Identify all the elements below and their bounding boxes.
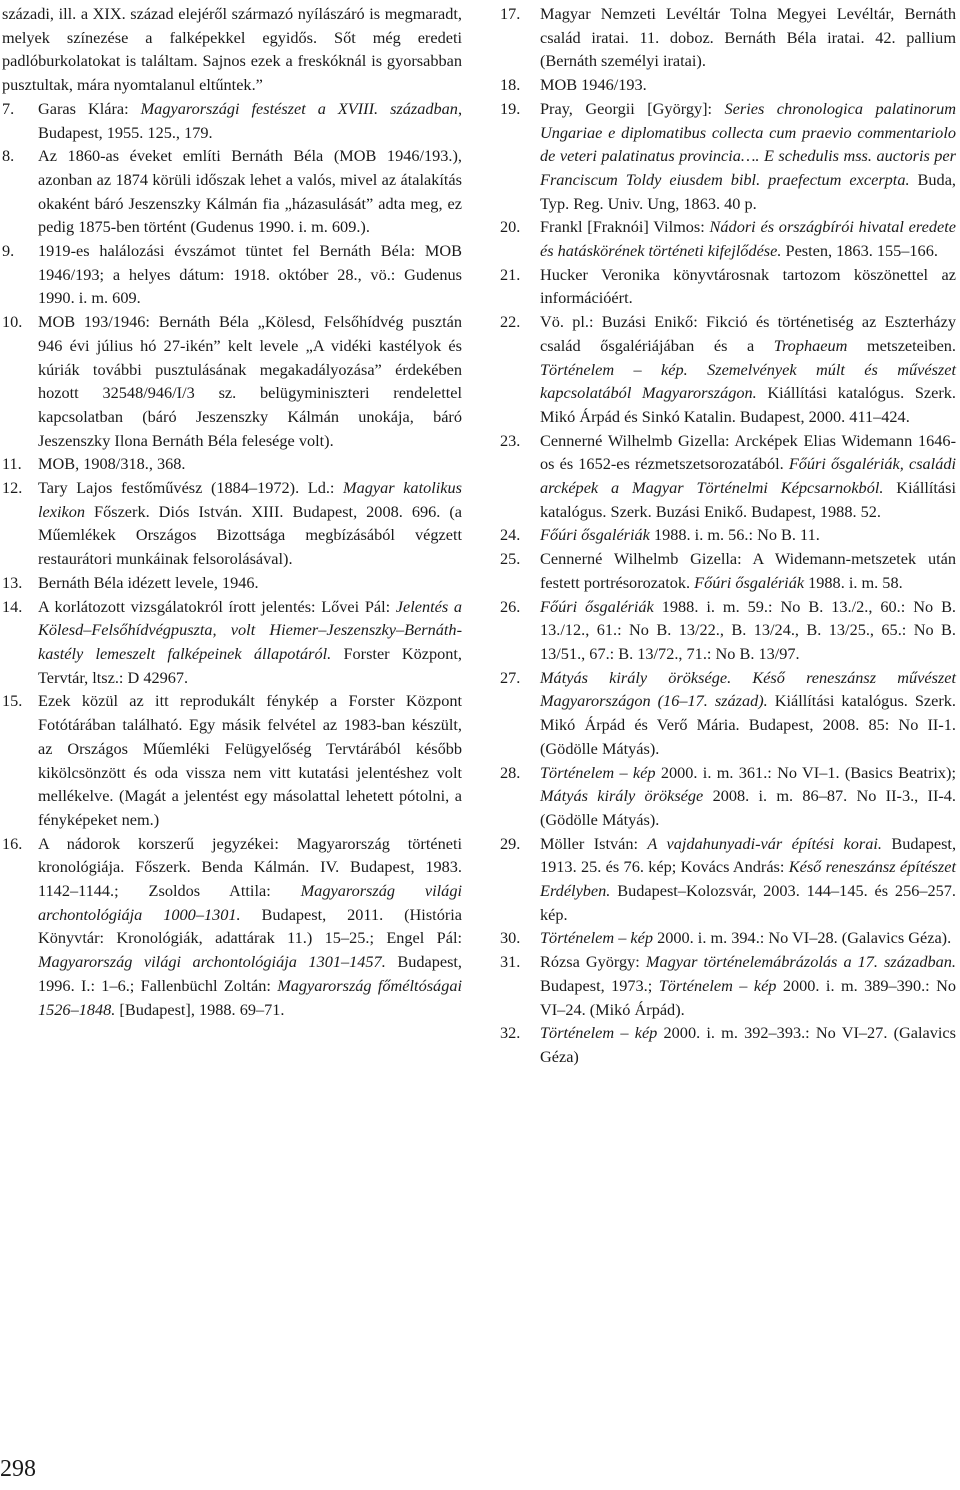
endnote-item	[500, 595, 956, 666]
endnote-text: Rózsa György: Magyar történelemábrázolás a 17. században. Budapest, 1973.; Történelem – kép 2000. i. m. 389–390.: No VI–24. (Mikó Árpád).	[540, 952, 957, 1019]
endnote-text: MOB 1946/193.	[540, 75, 647, 95]
continued-note-text: századi, ill. a XIX. század elejéről származó nyílászáró is megmaradt, melyek színezése a falképekkel egyidős. Sőt még eredeti padlóburkolatokat is találtam. Sajnos ezek a freskóknál is gyorsabban pusztultak, mára nyomtalanul eltűntek.”	[2, 4, 462, 95]
endnote-text: Történelem – kép 2000. i. m. 361.: No VI–1. (Basics Beatrix); Mátyás király öröksége 2008. i. m. 86–87. No II-3., II-4. (Gödölle Mátyás).	[540, 762, 956, 829]
endnotes-list-right	[500, 2, 956, 1069]
endnote-text: Főúri ősgalériák 1988. i. m. 59.: No B. 13./2., 60.: No B. 13./12., 61.: No B. 13/22., B. 13/24., B. 13/25., 65.: No B. 13/51., 67.: B. 13/72., 71.: No B. 13/97.	[540, 596, 957, 663]
left-column	[2, 2, 462, 1021]
endnote-number: 16.	[2, 833, 23, 853]
endnote-number: 12.	[2, 478, 23, 498]
endnote-text: Garas Klára: Magyarországi festészet a XVIII. században, Budapest, 1955. 125., 179.	[38, 98, 463, 142]
endnote-text: MOB, 1908/318., 368.	[38, 454, 186, 474]
endnote-item	[500, 832, 956, 927]
endnote-number: 17.	[500, 4, 521, 23]
endnote-text: Cennerné Wilhelmb Gizella: A Widemann-metszetek után festett portrésorozatok. Főúri ősgalériák 1988. i. m. 58.	[540, 549, 956, 592]
endnote-item	[500, 263, 956, 310]
endnote-item	[500, 950, 956, 1021]
endnote-text: Pray, Georgii [György]: Series chronologica palatinorum Ungariae e diplomatibus collecta cum praevio commentariolo de veteri palatinatus provincia…. E schedulis mss. auctoris per Franciscum Toldy eiusdem bibl. praefectum excerpta. Buda, Typ. Reg. Univ. Ung, 1863. 40 p.	[540, 98, 956, 213]
endnote-text: 1919-es halálozási évszámot tüntet fel Bernáth Béla: MOB 1946/193; a helyes dátum: 1918. október 28., vö.: Gudenus 1990. i. m. 609.	[38, 241, 462, 308]
endnote-number: 22.	[500, 312, 521, 332]
endnote-text: Főúri ősgalériák 1988. i. m. 56.: No B. 11.	[540, 525, 820, 545]
endnote-text: MOB 193/1946: Bernáth Béla „Kölesd, Felsőhídvég pusztán 946 évi július hó 27-ikén” kelt levele „A vidéki kastélyok és kúriák további pusztulásának megakadályozása” érdekében hozott 32548/946/I/3 sz. belügyminiszteri rendelettel kapcsolatban (báró Jeszenszky Kálmán unokája, báró Jeszenszky Ilona Bernáth Béla felesége volt).	[38, 312, 462, 450]
endnote-text: Vö. pl.: Buzási Enikő: Fikció és történetiség az Eszterházy család ősgalériájában és a Trophaeum metszeteiben. Történelem – kép. Szemelvények múlt és művészet kapcsolatából Magyarországon. Kiállítási katalógus. Szerk. Mikó Árpád és Sinkó Katalin. Budapest, 2000. 411–424.	[540, 312, 957, 426]
endnote-number: 7.	[2, 98, 15, 118]
endnote-item	[2, 310, 462, 452]
endnote-item	[500, 215, 956, 262]
endnote-number: 28.	[500, 762, 521, 782]
endnote-text: Frankl [Fraknói] Vilmos: Nádori és országbírói hivatal eredete és hatáskörének történeti kifejlődése. Pesten, 1863. 155–166.	[540, 217, 956, 261]
endnote-item	[500, 547, 956, 594]
endnote-number: 30.	[500, 928, 521, 948]
endnote-item	[2, 832, 462, 1022]
endnote-number: 14.	[2, 596, 23, 616]
endnote-item	[500, 761, 956, 832]
endnote-number: 24.	[500, 525, 521, 545]
endnote-number: 13.	[2, 572, 23, 592]
endnote-text: Ezek közül az itt reprodukált fénykép a Forster Központ Fotótárában található. Egy másik felvétel az 1983-ban készült, az Országos Műemléki Felügyelőség Tervtárából később kikölcsönzött és oda vissza nem vitt kutatási jelentéshez volt mellékelve. (Magát a jelentést egy másolattal lehetett pótolni, a fényképeket nem.)	[38, 691, 462, 829]
endnote-number: 10.	[2, 312, 23, 332]
endnote-item	[500, 97, 956, 216]
endnote-text: Bernáth Béla idézett levele, 1946.	[38, 572, 259, 592]
endnote-number: 27.	[500, 667, 521, 687]
endnote-number: 32.	[500, 1023, 521, 1043]
endnote-item	[500, 2, 956, 73]
endnote-number: 26.	[500, 596, 521, 616]
endnote-text: A korlátozott vizsgálatokról írott jelentés: Lővei Pál: Jelentés a Kölesd–Felsőhídvégpuszta, volt Hiemer–Jeszenszky–Bernáth-kastély lemeszelt falképeinek állapotáról. Forster Központ, Tervtár, ltsz.: D 42967.	[38, 596, 463, 687]
endnote-number: 31.	[500, 952, 521, 972]
endnote-number: 9.	[2, 241, 15, 261]
endnote-item	[2, 595, 462, 690]
endnote-text: Mátyás király öröksége. Késő reneszánsz művészet Magyarországon (16–17. század). Kiállítási katalógus. Szerk. Mikó Árpád és Verő Mária. Budapest, 2008. 85: No II-1. (Gödölle Mátyás).	[540, 667, 956, 758]
endnote-item	[500, 429, 956, 524]
endnote-number: 20.	[500, 217, 521, 237]
endnote-item	[2, 571, 462, 595]
endnote-text: Történelem – kép 2000. i. m. 394.: No VI–28. (Galavics Géza).	[540, 928, 952, 948]
endnote-number: 29.	[500, 833, 521, 853]
endnote-item	[500, 73, 956, 97]
endnote-number: 18.	[500, 75, 521, 95]
endnote-item	[2, 476, 462, 571]
endnote-item	[500, 1021, 956, 1068]
endnote-number: 19.	[500, 98, 521, 118]
endnote-number: 11.	[2, 454, 22, 474]
endnote-number: 25.	[500, 549, 521, 569]
endnote-number: 8.	[2, 146, 15, 166]
endnote-number: 21.	[500, 264, 521, 284]
endnote-item	[500, 523, 956, 547]
endnote-text: Tary Lajos festőművész (1884–1972). Ld.: Magyar katolikus lexikon Főszerk. Diós István. XIII. Budapest, 2008. 696. (a Műemlékek Országos Bizottsága megbízásából végzett restaurátori munkáinak felsorolásával).	[38, 478, 462, 569]
endnote-text: Cennerné Wilhelmb Gizella: Arcképek Elias Widemann 1646-os és 1652-es rézmetszetsorozatából. Főúri ősgalériák, családi arcképek a Magyar Történelmi Képcsarnokból. Kiállítási katalógus. Szerk. Buzási Enikő. Budapest, 1988. 52.	[540, 430, 957, 521]
endnote-text: Möller István: A vajdahunyadi-vár építési korai. Budapest, 1913. 25. és 76. kép; Kovács András: Késő reneszánsz építészet Erdélyben. Budapest–Kolozsvár, 2003. 144–145. és 256–257. kép.	[540, 833, 957, 924]
endnote-text: Hucker Veronika könyvtárosnak tartozom köszönettel az információért.	[540, 264, 956, 308]
endnote-item	[500, 310, 956, 429]
endnote-item	[500, 666, 956, 761]
page-number: 298	[0, 1456, 36, 1482]
endnote-item	[2, 689, 462, 831]
endnote-text: Történelem – kép 2000. i. m. 392–393.: No VI–27. (Galavics Géza)	[540, 1023, 956, 1066]
endnote-item	[500, 926, 956, 950]
endnote-item	[2, 452, 462, 476]
endnote-number: 23.	[500, 430, 521, 450]
endnote-item	[2, 97, 462, 144]
endnotes-list-left	[2, 97, 462, 1021]
endnote-item	[2, 144, 462, 239]
endnote-text: A nádorok korszerű jegyzékei: Magyarország történeti kronológiája. Főszerk. Benda Kálmán. IV. Budapest, 1983. 1142–1144.; Zsoldos Attila: Magyarország világi archontológiája 1000–1301. Budapest, 2011. (História Könyvtár: Kronológiák, adattárak 11.) 15–25.; Engel Pál: Magyarország világi archontológiája 1301–1457. Budapest, 1996. I.: 1–6.; Fallenbüchl Zoltán: Magyarország főméltóságai 1526–1848. [Budapest], 1988. 69–71.	[38, 833, 463, 1019]
endnote-number: 15.	[2, 691, 23, 711]
endnote-text: Az 1860-as éveket említi Bernáth Béla (MOB 1946/193.), azonban az 1874 körüli időszak lehet a valós, mivel az átalakítás okaként báró Jeszenszky Kálmán fia „házasulását” adta meg, ez pedig 1875-ben történt (Gudenus 1990. i. m. 609.).	[38, 146, 462, 237]
endnote-text: Magyar Nemzeti Levéltár Tolna Megyei Levéltár, Bernáth család iratai. 11. doboz. Bernáth Béla iratai. 42. pallium (Bernáth személyi iratai).	[540, 4, 956, 71]
right-column	[500, 2, 956, 1069]
endnote-item	[2, 239, 462, 310]
